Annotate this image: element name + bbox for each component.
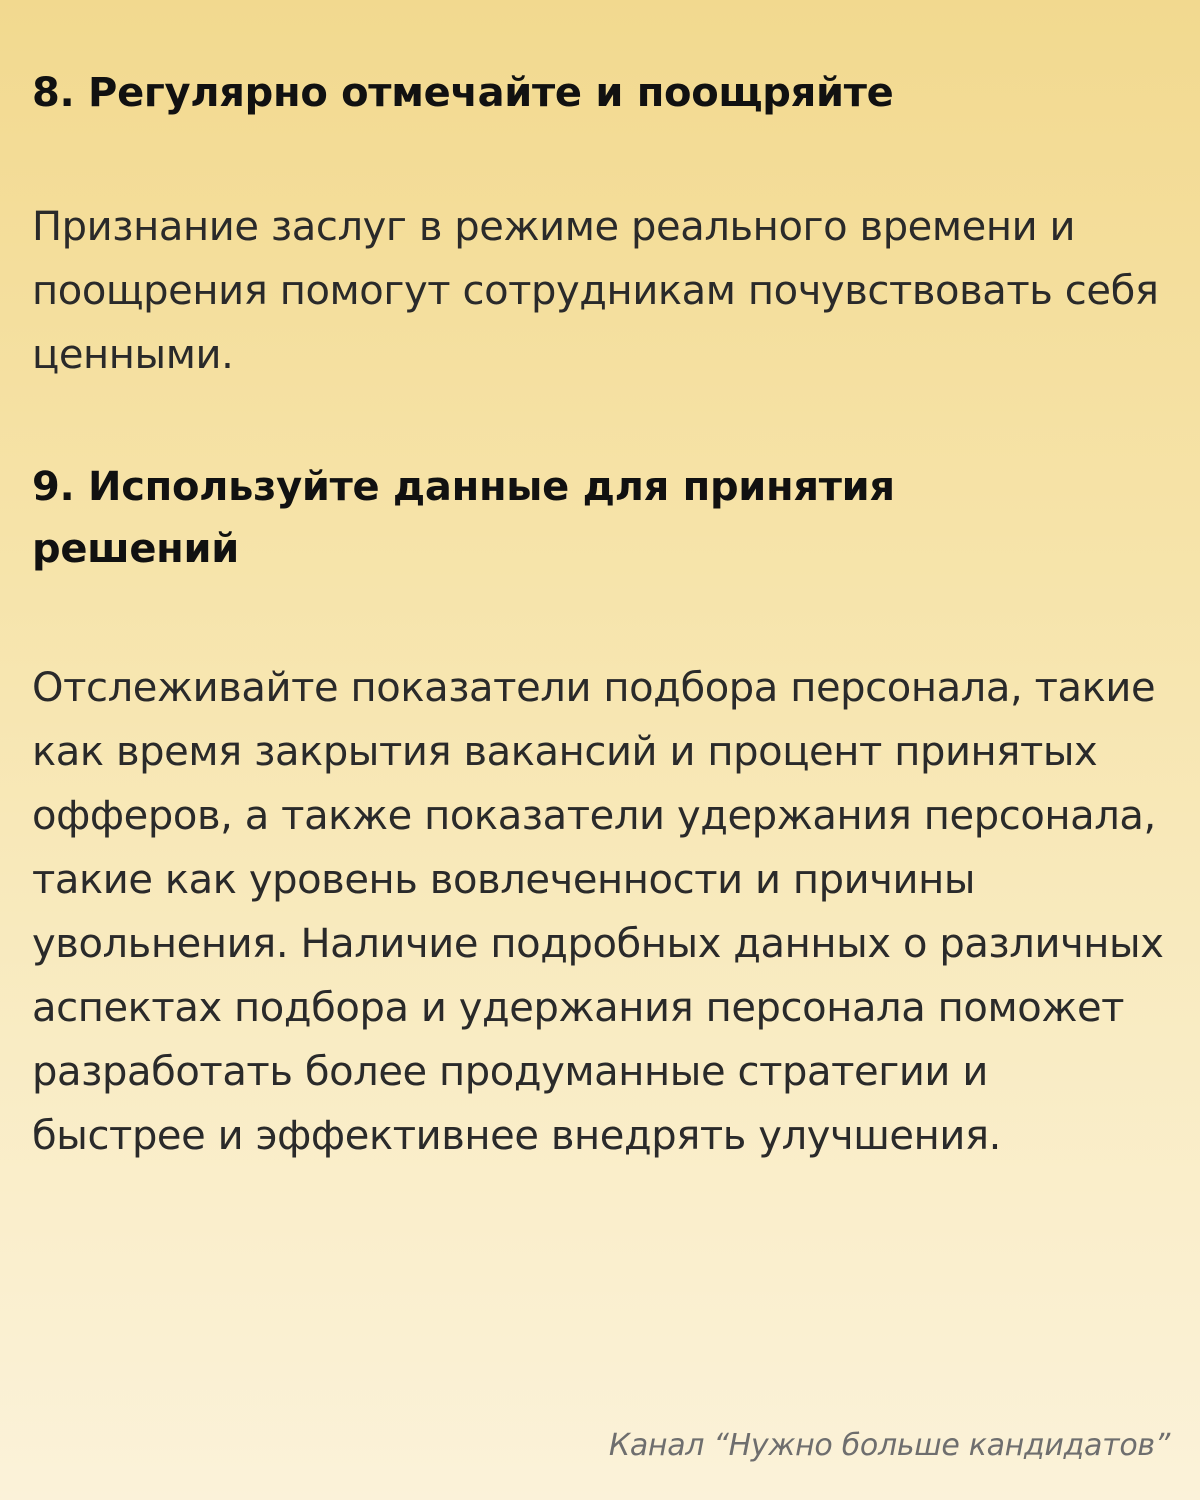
section-9-body: Отслеживайте показатели подбора персонала, такие как время закрытия вакансий и процент принятых офферов, а также показатели удержания персонала, такие как уровень вовлеченности и причины увольнения. Наличие подробных данных о различных аспектах подбора и удержания персонала поможет разработать более продуманные стратегии и быстрее и эффективнее внедрять улучшения. (32, 665, 1164, 1159)
section-8-body: Признание заслуг в режиме реального времени и поощрения помогут сотрудникам почувствовать себя ценными. (32, 204, 1159, 378)
section-8-heading: 8. Регулярно отмечайте и поощряйте (32, 70, 894, 116)
channel-caption: Канал “Нужно больше кандидатов” (608, 1428, 1170, 1463)
section-9-heading: 9. Используйте данные для принятия решений (32, 464, 895, 572)
